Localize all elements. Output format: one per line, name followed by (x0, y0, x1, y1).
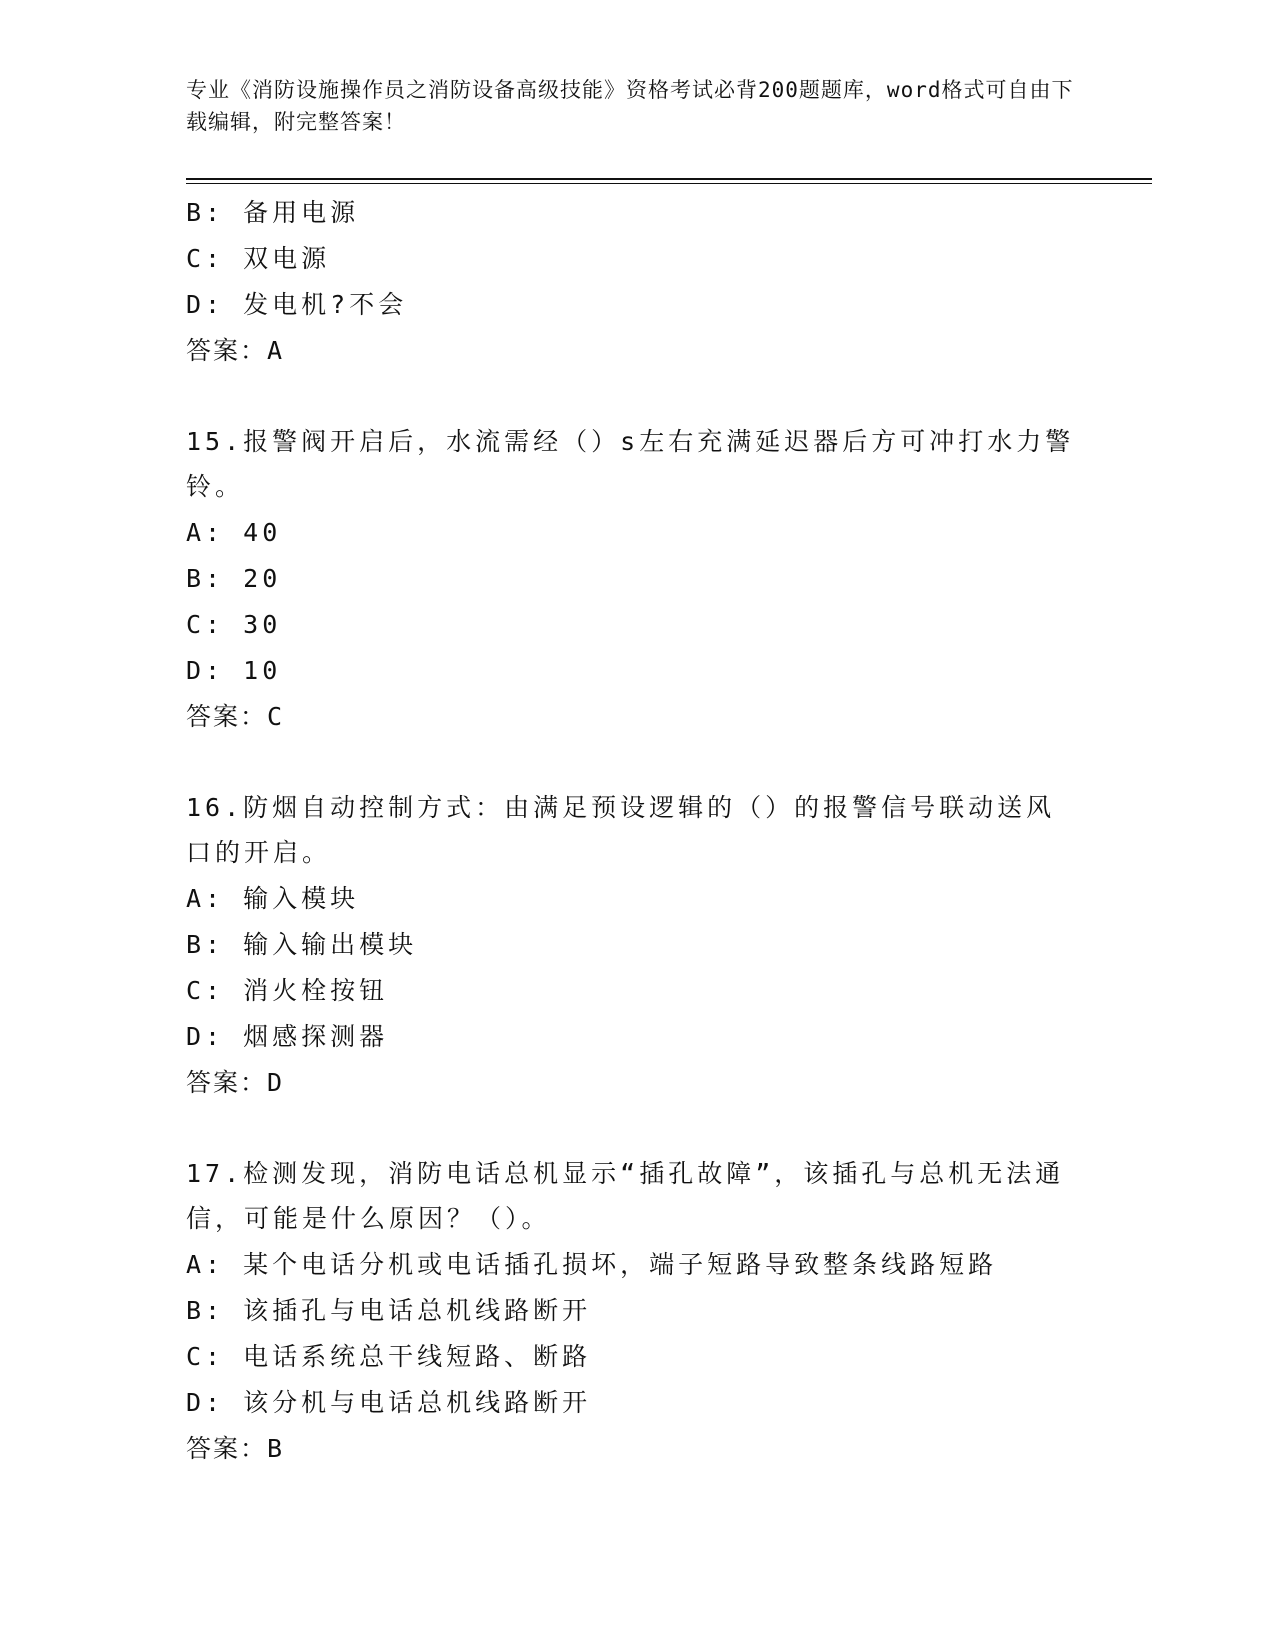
option-d: D: 该分机与电话总机线路断开 (186, 1388, 592, 1417)
option-b: B: 20 (186, 564, 282, 593)
answer: 答案：B (186, 1434, 285, 1463)
option-a: A: 输入模块 (186, 884, 360, 913)
question-17 (186, 1151, 1076, 1472)
document-header: 专业《消防设施操作员之消防设备高级技能》资格考试必背200题题库，word格式可自由下载编辑，附完整答案！ (186, 78, 1074, 134)
option-d: D: 发电机?不会 (186, 290, 408, 319)
option-a: A: 某个电话分机或电话插孔损坏，端子短路导致整条线路短路 (186, 1250, 998, 1279)
question-15 (186, 419, 1076, 740)
option-b: B: 该插孔与电话总机线路断开 (186, 1296, 592, 1325)
answer: 答案：C (186, 702, 285, 731)
question-text: 17.检测发现，消防电话总机显示“插孔故障”，该插孔与总机无法通信，可能是什么原因？（）。 (186, 1159, 1065, 1233)
option-a: A: 40 (186, 518, 282, 547)
option-b: B: 输入输出模块 (186, 930, 418, 959)
option-c: C: 电话系统总干线短路、断路 (186, 1342, 592, 1371)
question-14-remainder (186, 190, 1076, 374)
answer: 答案：D (186, 1068, 285, 1097)
option-c: C: 消火栓按钮 (186, 976, 389, 1005)
question-16 (186, 785, 1076, 1106)
option-d: D: 烟感探测器 (186, 1022, 389, 1051)
question-list (186, 190, 1076, 1472)
question-text: 15.报警阀开启后，水流需经（）s左右充满延迟器后方可冲打水力警铃。 (186, 427, 1075, 501)
answer: 答案：A (186, 336, 285, 365)
option-d: D: 10 (186, 656, 282, 685)
header-rule-thin (186, 183, 1152, 184)
option-c: C: 双电源 (186, 244, 331, 273)
option-b: B: 备用电源 (186, 198, 360, 227)
question-text: 16.防烟自动控制方式：由满足预设逻辑的（）的报警信号联动送风口的开启。 (186, 793, 1056, 867)
header-rule-thick (186, 178, 1152, 180)
option-c: C: 30 (186, 610, 282, 639)
